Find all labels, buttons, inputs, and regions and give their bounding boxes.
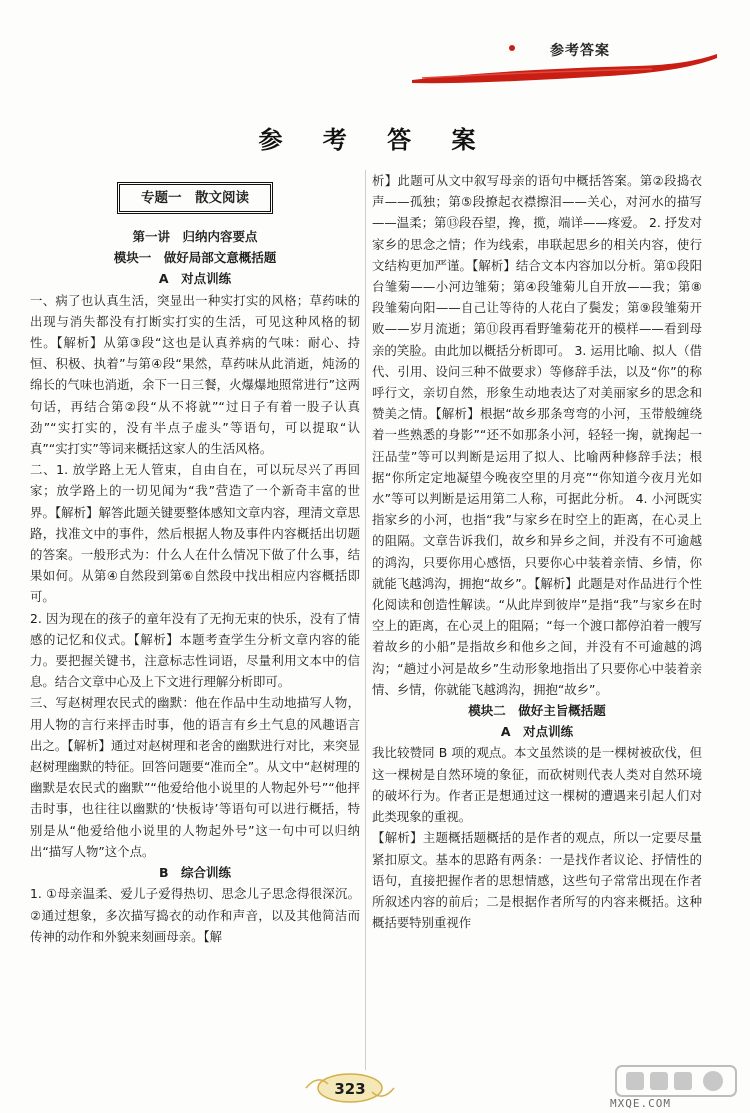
module-heading: 模块一 做好局部文意概括题 [113,250,277,266]
right-column [372,170,702,933]
answer-paragraph: 1. ①母亲温柔、爱儿子爱得热切、思念儿子思念得很深沉。②通过想象，多次描写捣衣的动作和声音，以及其他简洁而传神的动作和外貌来刻画母亲。【解 [30,886,360,944]
watermark-text: MXQE.COM [610,1097,671,1110]
section-heading-a: A 对点训练 [500,724,574,740]
header-label: 参考答案 [550,43,610,59]
module-heading: 模块二 做好主旨概括题 [468,703,606,719]
topic-box: 专题一 散文阅读 [117,182,273,214]
lesson-heading: 第一讲 归纳内容要点 [132,229,258,244]
header-banner [392,28,722,88]
answer-paragraph: 三、写赵树理农民式的幽默：他在作品中生动地描写人物，用人物的言行来抨击时事，他的语言有乡土气息的风趣语言出之。【解析】通过对赵树理和老舍的幽默进行对比，来突显赵树理幽默的特征。回答问题要“准而全”。从文中“赵树理的幽默是农民式的幽默”“他爱给他小说里的人物起外号”“他抨击时事，也往往以幽默的‘快板诗’等语句可以进行概括，特别是从“他爱给他小说里的人物起外号”这一句中可以归纳出“描写人物”这个点。 [30,695,360,859]
answer-paragraph: 我比较赞同 B 项的观点。本文虽然谈的是一棵树被砍伐，但这一棵树是自然环境的象征，而砍树则代表人类对自然环境的破坏行为。作者正是想通过这一棵树的遭遇来引起人们对此类现象的重视。 [372,745,702,825]
answer-paragraph: 2. 因为现在的孩子的童年没有了无拘无束的快乐，没有了情感的记忆和仪式。【解析】本题考查学生分析文章内容的能力。要把握关键书，注意标志性词语，尽量利用文本中的信息。结合文章中心及上下文进行理解分析即可。 [30,610,360,690]
answer-paragraph: 二、1. 放学路上无人管束，自由自在，可以玩尽兴了再回家；放学路上的一切见闻为“我”营造了一个新奇丰富的世界。【解析】解答此题关键要整体感知文章内容，理清文章思路，找准文中的事件，然后根据人物及事件内容概括出切题的答案。一般形式为：什么人在什么情况下做了什么事，结果如何。从第④自然段到第⑥自然段中找出相应内容概括即可。 [30,462,360,605]
column-divider [365,170,366,1070]
answer-paragraph: 【解析】主题概括题概括的是作者的观点，所以一定要尽量紧扣原文。基本的思路有两条：一是找作者议论、抒情性的语句，直接把握作者的思想情感，这些句子常常出现在作者所叙述内容的前后；二是根据作者所写的内容来概括。这种概括要特别重视作 [372,830,702,931]
left-column [30,170,360,947]
page-number: 323 [334,1080,366,1098]
answer-paragraph: 一、病了也认真生活，突显出一种实打实的风格；草药味的出现与消失都没有打断实打实的生活，可见这种风格的韧性。【解析】从第③段“这也是认真养病的气味：耐心、持恒、积极、执着”与第④段“果然，草药味从此消逝，炖汤的绵长的气味也消逝，余下一日三餐，火爆爆地照常进行”这两句话，再结合第②段“从不将就”“过日子有着一股子认真劲”“实打实的，没有半点子虚头”等语句，可以提取“认真”“实打实”等词来概括这家人的生活风格。 [30,292,360,457]
answer-paragraph: 析】此题可从文中叙写母亲的语句中概括答案。第②段捣衣声——孤独；第⑤段撩起衣襟擦泪——关心，对河水的描写——温柔；第⑬段吞望，搀，揽，端详——疼爱。 2. 抒发对家乡的思念之情；作为线索，串联起思乡的相关内容，使行文结构更加严谨。【解析】结合文本内容加以分析。第①段阳台雏菊——小河边雏菊；第④段雏菊儿自开放——我；第⑧段雏菊向阳——自己让等待的人花白了鬓发；第⑨段雏菊开败——岁月流逝；第⑪段再看野雏菊花开的模样——看到母亲的笑脸。由此加以概括分析即可。 3. 运用比喻、拟人（借代、引用、设问三种不做要求）等修辞手法，以及“你”的称呼行文，亲切自然，形象生动地表达了对美丽家乡的思念和赞美之情。【解析】根据“故乡那条弯弯的小河，玉带般缠绕着一些熟悉的身影”“还不如那条小河，轻轻一掬，就掬起一汪品莹”等可以判断是运用了拟人、比喻两种修辞手法；根据“你所定定地凝望今晚夜空里的月亮”“你知道今夜月光如水”等可以判断是运用第二人称，可据此分析。 4. 小河既实指家乡的小河，也指“我”与家乡在时空上的距离，在心灵上的阻隔。文章告诉我们，故乡和异乡之间，并没有不可逾越的鸿沟，只要你用心感悟，只要你心中装着亲情、乡情，你就能飞越鸿沟，拥抱“故乡”。【解析】此题是对作品进行个性化阅读和创造性解读。“从此岸到彼岸”是指“我”与家乡在时空上的距离，在心灵上的阻隔；“每一个渡口都停泊着一艘写着故乡的小船”是指故乡和他乡之间，并没有不可逾越的鸿沟；“趟过小河是故乡”生动形象地指出了只要你心中装着亲情、乡情，你就能飞越鸿沟，拥抱“故乡”。 [372,173,702,697]
section-heading-b: B 综合训练 [158,865,232,881]
section-heading-a: A 对点训练 [158,271,232,287]
page-title: 参 考 答 案 [258,126,492,154]
